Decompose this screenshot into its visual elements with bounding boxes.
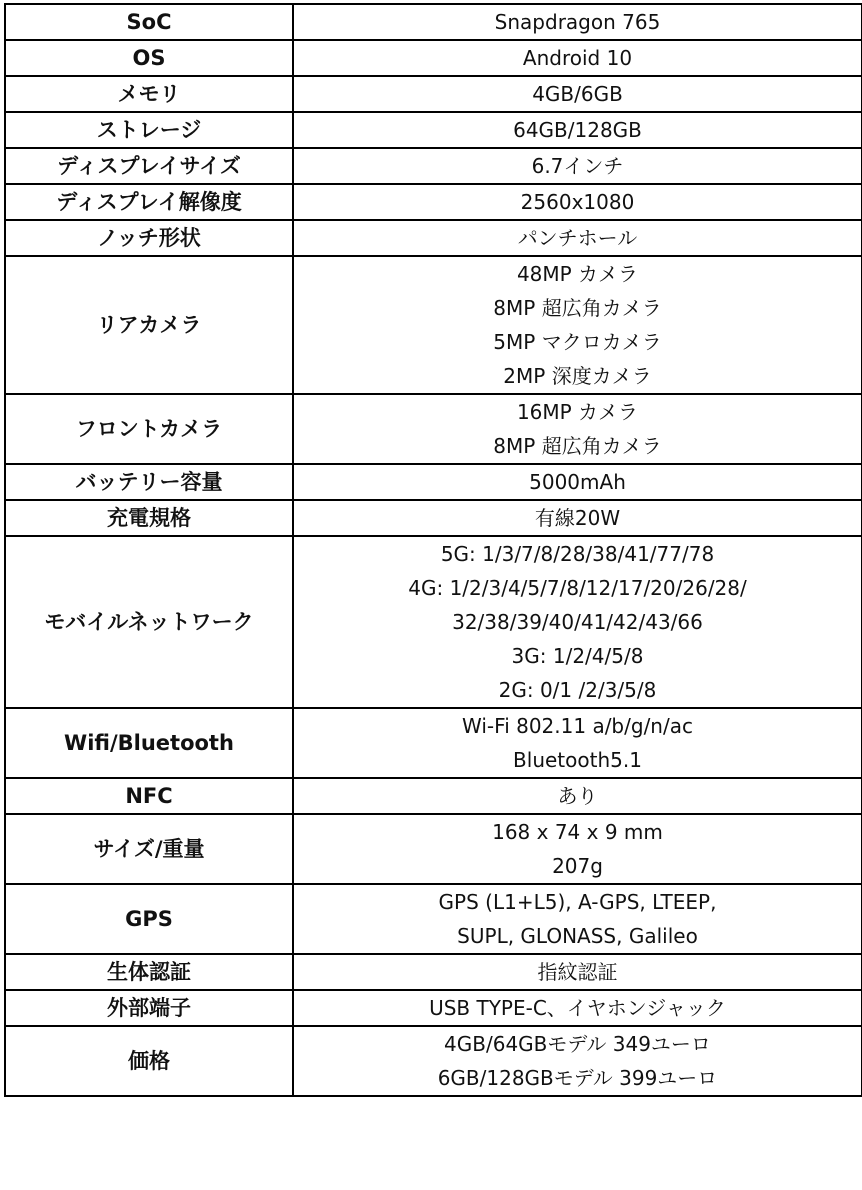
spec-value-line: Android 10 [522,46,633,70]
spec-value-line: Snapdragon 765 [494,10,661,34]
spec-value-line: 5MP マクロカメラ [493,330,662,354]
spec-label: GPS [5,884,293,954]
table-row [5,1026,862,1096]
spec-value-line: 168 x 74 x 9 mm [492,820,663,844]
spec-value-line: パンチホール [517,226,638,250]
spec-value-cell [293,40,862,76]
spec-value-cell [293,464,862,500]
table-row [5,778,862,814]
spec-label: フロントカメラ [5,394,293,464]
spec-value-cell [293,148,862,184]
spec-table-body [5,4,862,1096]
spec-label: 生体認証 [5,954,293,990]
spec-value-line: 5000mAh [529,470,626,494]
table-row [5,990,862,1026]
spec-value-line: あり [557,784,598,808]
table-row [5,464,862,500]
table-row [5,500,862,536]
table-row [5,394,862,464]
spec-value-line: SUPL, GLONASS, Galileo [457,924,698,948]
spec-label: ストレージ [5,112,293,148]
table-row [5,814,862,884]
spec-table-container [4,3,857,1097]
spec-value-line: 8MP 超広角カメラ [493,296,662,320]
spec-value-cell [293,4,862,40]
table-row [5,148,862,184]
table-row [5,536,862,708]
table-row [5,4,862,40]
spec-value-cell [293,990,862,1026]
spec-label: リアカメラ [5,256,293,394]
spec-value-cell [293,814,862,884]
spec-value-line: 207g [552,854,603,878]
spec-value-cell [293,536,862,708]
spec-value-line: Wi-Fi 802.11 a/b/g/n/ac [462,714,693,738]
spec-value-line: GPS (L1+L5), A-GPS, LTEEP, [438,890,717,914]
spec-value-line: 2G: 0/1 /2/3/5/8 [498,678,657,702]
spec-value-cell [293,184,862,220]
spec-value-line: 8MP 超広角カメラ [493,434,662,458]
spec-value-line: 3G: 1/2/4/5/8 [511,644,644,668]
table-row [5,708,862,778]
spec-value-cell [293,778,862,814]
spec-value-cell [293,76,862,112]
spec-value-cell [293,112,862,148]
spec-value-line: 64GB/128GB [513,118,642,142]
spec-value-cell [293,884,862,954]
spec-label: モバイルネットワーク [5,536,293,708]
table-row [5,112,862,148]
spec-value-line: 5G: 1/3/7/8/28/38/41/77/78 [440,542,715,566]
spec-value-line: USB TYPE-C、イヤホンジャック [429,996,726,1020]
spec-label: ノッチ形状 [5,220,293,256]
spec-value-cell [293,394,862,464]
spec-value-cell [293,256,862,394]
spec-value-line: 有線20W [534,506,621,530]
spec-value-line: 2MP 深度カメラ [503,364,652,388]
spec-label: 価格 [5,1026,293,1096]
spec-value-line: 4G: 1/2/3/4/5/7/8/12/17/20/26/28/ [408,576,747,600]
spec-label: 外部端子 [5,990,293,1026]
spec-value-cell [293,1026,862,1096]
spec-value-cell [293,220,862,256]
table-row [5,184,862,220]
spec-table [4,3,862,1097]
table-row [5,220,862,256]
spec-label: バッテリー容量 [5,464,293,500]
spec-label: サイズ/重量 [5,814,293,884]
spec-label: ディスプレイ解像度 [5,184,293,220]
spec-label: メモリ [5,76,293,112]
spec-value-line: 4GB/6GB [532,82,623,106]
spec-label: NFC [5,778,293,814]
spec-value-line: 48MP カメラ [516,262,639,286]
spec-label: 充電規格 [5,500,293,536]
table-row [5,256,862,394]
spec-value-line: 2560x1080 [520,190,635,214]
spec-value-line: Bluetooth5.1 [513,748,642,772]
spec-value-line: 32/38/39/40/41/42/43/66 [452,610,703,634]
table-row [5,954,862,990]
table-row [5,76,862,112]
spec-value-line: 4GB/64GBモデル 349ユーロ [444,1032,711,1056]
spec-value-cell [293,500,862,536]
spec-value-cell [293,954,862,990]
spec-value-line: 指紋認証 [537,960,618,984]
spec-value-line: 6GB/128GBモデル 399ユーロ [437,1066,718,1090]
spec-label: SoC [5,4,293,40]
spec-value-line: 16MP カメラ [516,400,639,424]
spec-label: Wifi/Bluetooth [5,708,293,778]
spec-label: OS [5,40,293,76]
spec-value-cell [293,708,862,778]
table-row [5,884,862,954]
spec-label: ディスプレイサイズ [5,148,293,184]
table-row [5,40,862,76]
spec-value-line: 6.7インチ [531,154,624,178]
